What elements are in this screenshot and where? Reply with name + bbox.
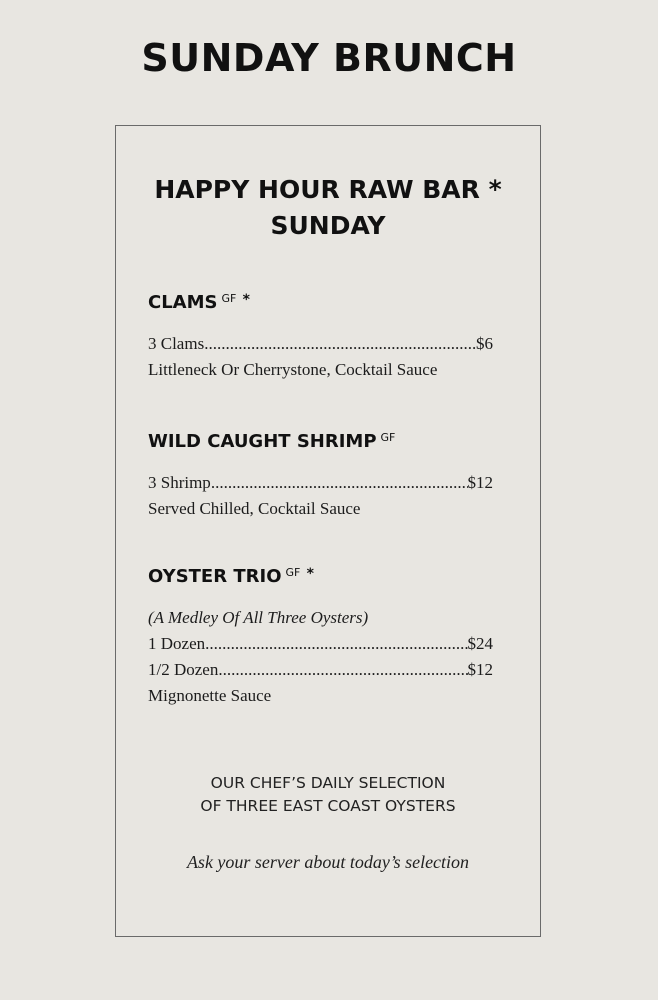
- page-title: SUNDAY BRUNCH: [141, 36, 517, 80]
- menu-item: [148, 470, 493, 496]
- item-price: $6: [476, 334, 493, 353]
- gluten-free-mark: GF: [380, 431, 396, 444]
- dot-leader: [211, 470, 468, 496]
- panel-heading: [136, 172, 520, 244]
- menu-item: [148, 657, 493, 683]
- dot-leader: [218, 657, 467, 683]
- item-description: Served Chilled, Cocktail Sauce: [148, 499, 361, 518]
- server-note: Ask your server about today’s selection: [186, 852, 470, 872]
- section-title: [148, 292, 510, 313]
- dot-leader: [205, 631, 467, 657]
- item-price: $12: [467, 473, 493, 492]
- panel-heading-line2: SUNDAY: [270, 211, 386, 240]
- item-label: 3 Clams: [148, 334, 205, 353]
- star-mark: *: [306, 566, 314, 582]
- section-title: [148, 566, 510, 587]
- section-title: [148, 431, 510, 452]
- panel-heading-line1: HAPPY HOUR RAW BAR *: [154, 175, 502, 204]
- menu-item: [148, 631, 493, 657]
- item-price: $12: [467, 660, 493, 679]
- section-clams: [148, 292, 510, 383]
- item-label: 3 Shrimp: [148, 473, 211, 492]
- section-title-text: CLAMS: [148, 292, 218, 313]
- chef-note-line2: OF THREE EAST COAST OYSTERS: [200, 797, 456, 815]
- item-label: 1/2 Dozen: [148, 660, 219, 679]
- menu-item: [148, 331, 493, 357]
- item-price: $24: [467, 634, 493, 653]
- section-title-text: WILD CAUGHT SHRIMP: [148, 431, 377, 452]
- gluten-free-mark: GF: [285, 566, 301, 579]
- section-shrimp: [148, 431, 510, 522]
- section-title-text: OYSTER TRIO: [148, 566, 282, 587]
- menu-panel: [115, 125, 541, 937]
- chef-note: [116, 772, 540, 818]
- item-note: (A Medley Of All Three Oysters): [148, 608, 369, 627]
- star-mark: *: [242, 292, 250, 308]
- chef-note-line1: OUR CHEF’S DAILY SELECTION: [210, 774, 446, 792]
- item-description: Mignonette Sauce: [148, 686, 272, 705]
- gluten-free-mark: GF: [221, 292, 237, 305]
- item-label: 1 Dozen: [148, 634, 206, 653]
- item-description: Littleneck Or Cherrystone, Cocktail Sauce: [148, 360, 438, 379]
- dot-leader: [204, 331, 476, 357]
- section-oyster-trio: [148, 566, 510, 709]
